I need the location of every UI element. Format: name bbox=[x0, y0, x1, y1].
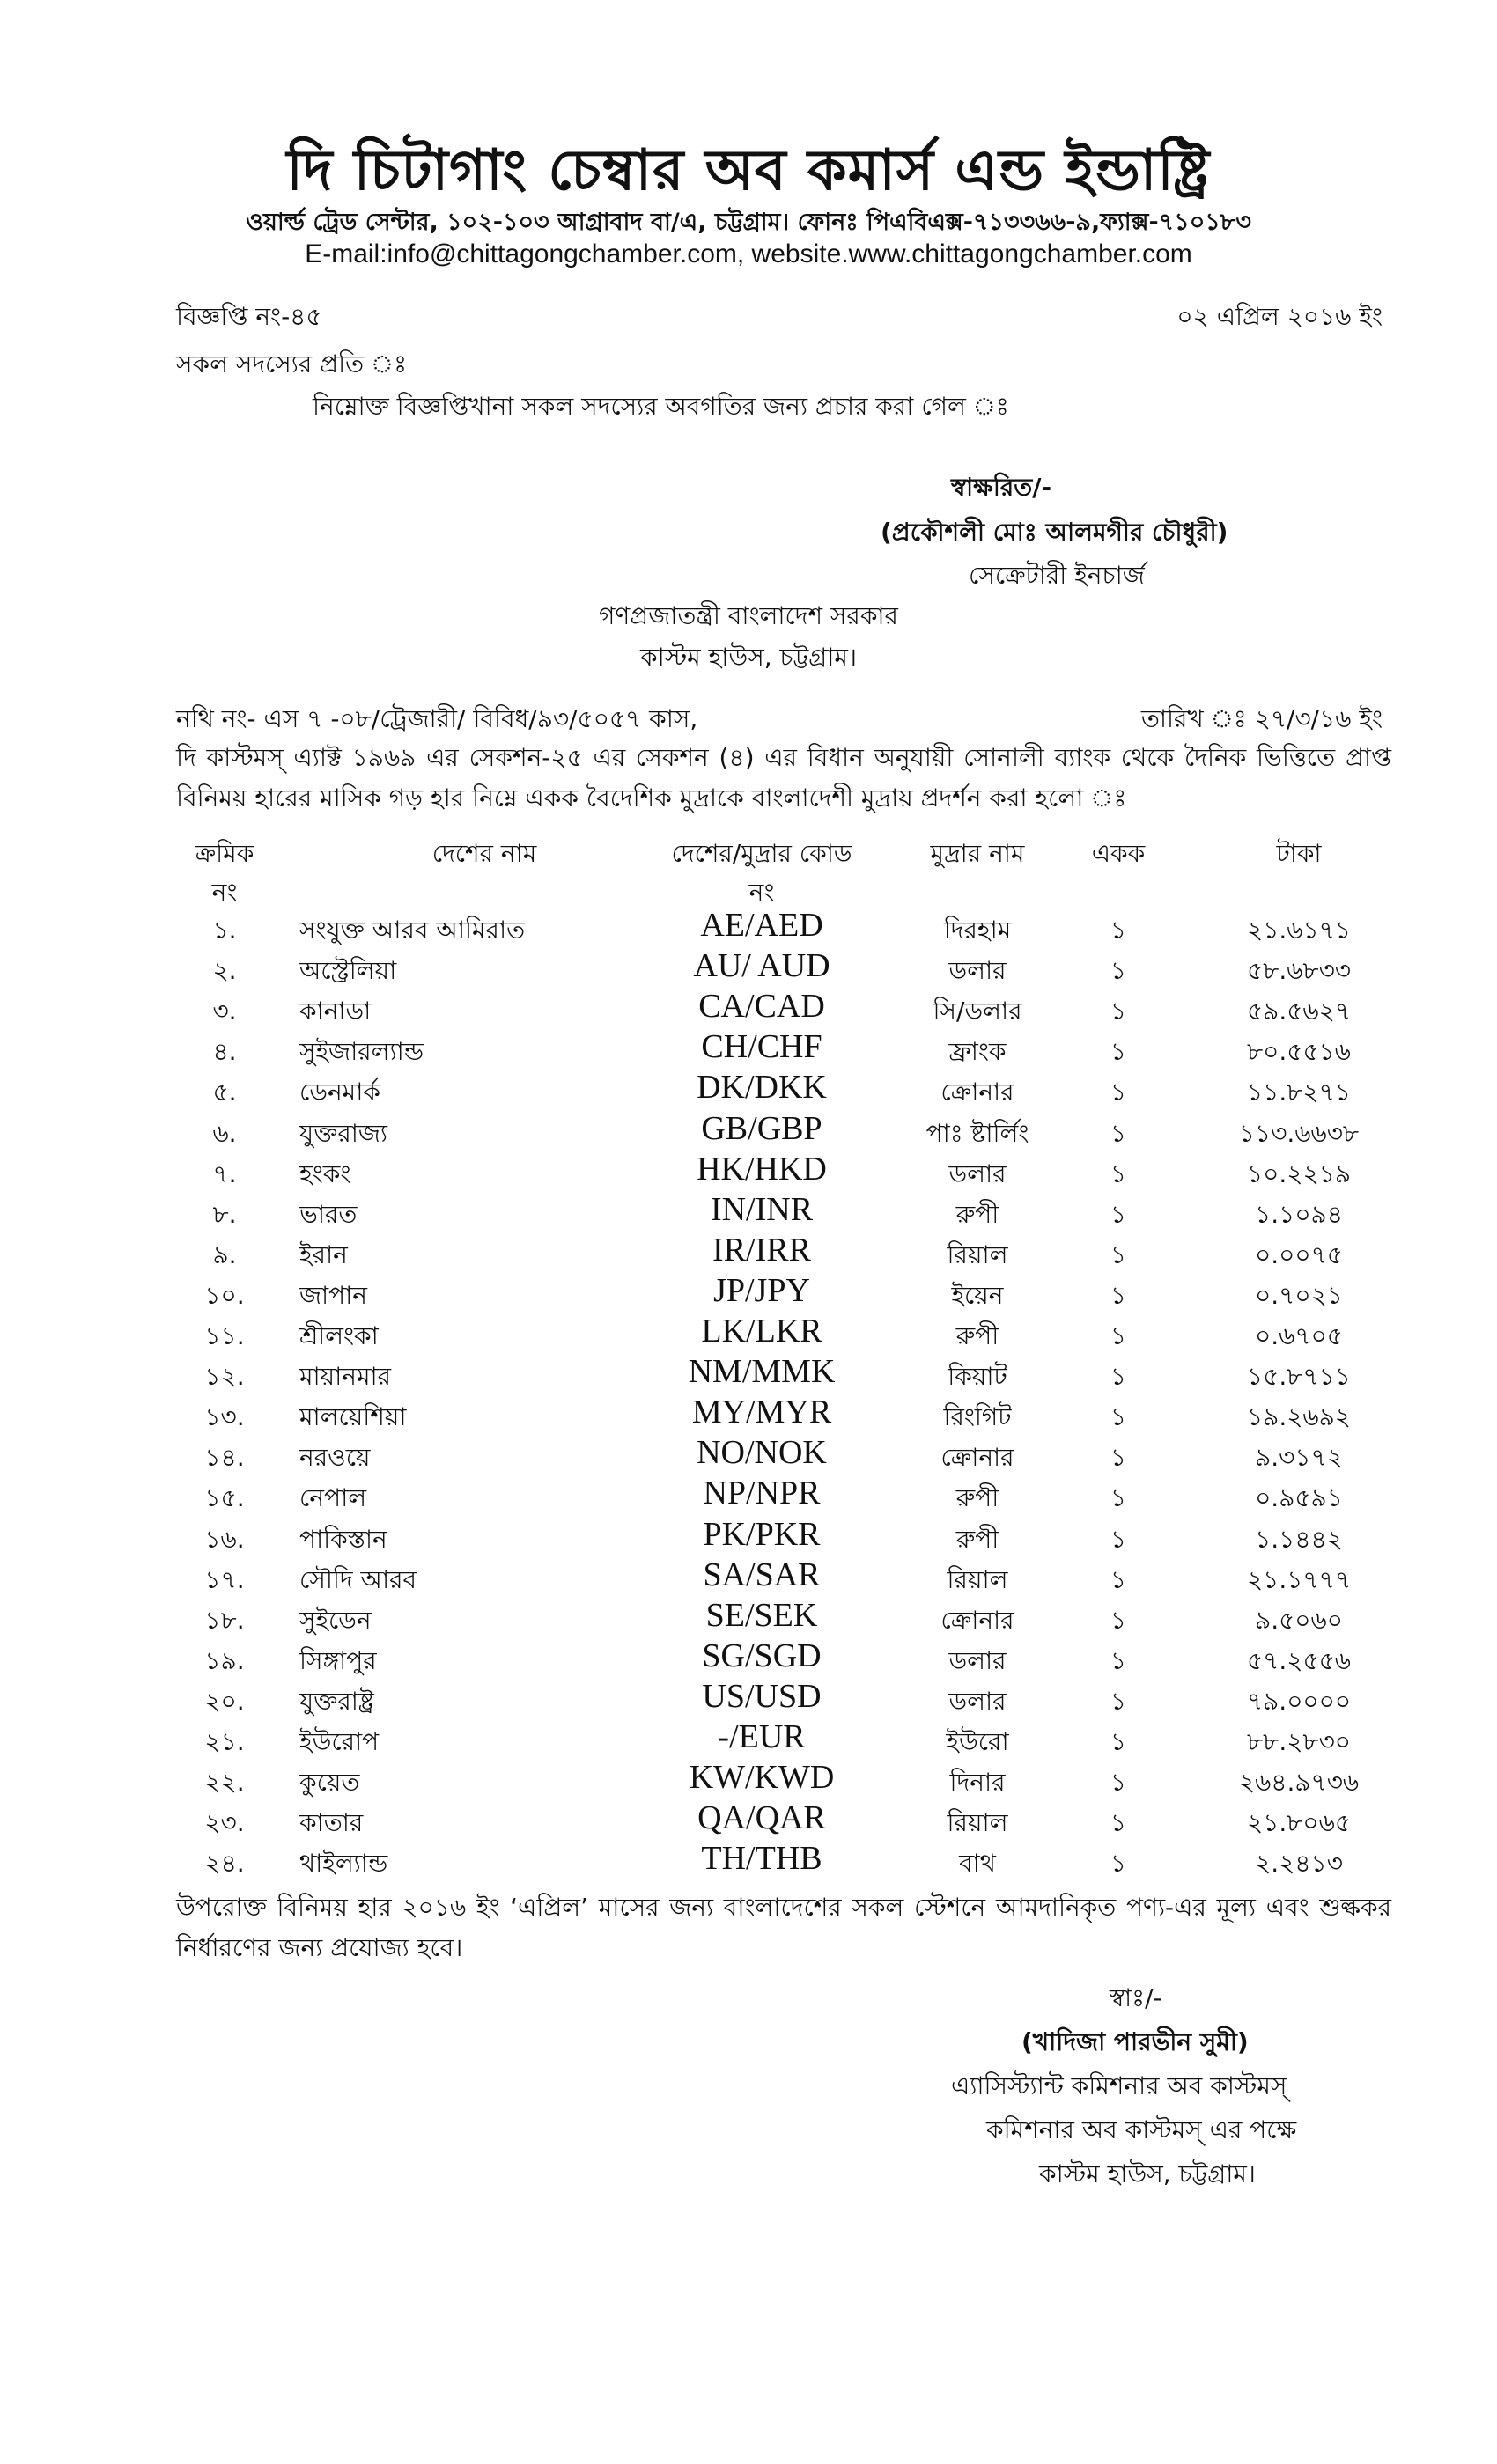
row-serial: ২. bbox=[212, 956, 237, 986]
row-taka: ১১.৮২৭১ bbox=[1247, 1078, 1351, 1107]
row-unit: ১ bbox=[1110, 1686, 1127, 1716]
row-unit: ১ bbox=[1110, 1402, 1127, 1432]
row-currency: রুপী bbox=[955, 1483, 999, 1513]
row-currency: বাথ bbox=[959, 1849, 996, 1879]
row-unit: ১ bbox=[1110, 1727, 1127, 1756]
row-country: সৌদি আরব bbox=[299, 1564, 417, 1594]
row-taka: ৯.৫০৬০ bbox=[1255, 1605, 1343, 1635]
footer-paragraph: উপরোক্ত বিনিময় হার ২০১৬ ইং ‘এপ্রিল’ মাসের জন্য বাংলাদেশের সকল স্টেশনে আমদানিকৃত পণ্য-এর মূল্য এবং শুল্ককর নির্ধারণের জন্য প্রযোজ্য হবে। bbox=[176, 1893, 1391, 1962]
row-unit: ১ bbox=[1110, 1808, 1127, 1838]
row-unit: ১ bbox=[1110, 1199, 1127, 1229]
row-country: কাতার bbox=[299, 1808, 364, 1838]
row-currency: ফ্রাংক bbox=[948, 1037, 1007, 1067]
file-number: নথি নং- এস ৭ -০৮/ট্রেজারী/ বিবিধ/৯৩/৫০৫৭ কাস, bbox=[176, 704, 698, 733]
row-serial: ৪. bbox=[212, 1037, 237, 1067]
row-unit: ১ bbox=[1110, 1605, 1127, 1635]
row-taka: ০.৭০২১ bbox=[1255, 1280, 1343, 1310]
row-unit: ১ bbox=[1110, 1849, 1127, 1879]
row-currency: রিয়াল bbox=[947, 1808, 1008, 1838]
row-taka: ১১৩.৬৬৩৮ bbox=[1238, 1118, 1360, 1148]
row-serial: ৫. bbox=[212, 1078, 237, 1107]
row-taka: ৫৭.২৫৫৬ bbox=[1246, 1645, 1352, 1675]
notice-date: ০২ এপ্রিল ২০১৬ ইং bbox=[1176, 302, 1383, 331]
header-code: দেশের/মুদ্রার কোড bbox=[671, 839, 852, 868]
customs-signatory-name: (খাদিজা পারভীন সুমী) bbox=[1021, 2027, 1249, 2056]
header-serial-no: নং bbox=[211, 878, 238, 907]
row-taka: ৯.৩১৭২ bbox=[1255, 1443, 1343, 1473]
row-taka: ১৫.৮৭১১ bbox=[1247, 1362, 1351, 1392]
row-code: IR/IRR bbox=[712, 1231, 811, 1269]
row-serial: ৮. bbox=[212, 1199, 237, 1229]
header-unit: একক bbox=[1091, 839, 1146, 868]
row-taka: ৫৯.৫৬২৭ bbox=[1246, 997, 1352, 1026]
row-country: যুক্তরাজ্য bbox=[299, 1118, 388, 1148]
row-taka: ৮০.৫৫১৬ bbox=[1247, 1037, 1351, 1067]
row-code: DK/DKK bbox=[697, 1069, 827, 1107]
row-taka: ০.০০৭৫ bbox=[1255, 1239, 1343, 1269]
row-code: -/EUR bbox=[718, 1718, 806, 1755]
row-unit: ১ bbox=[1110, 997, 1127, 1026]
row-taka: ১.১৪৪২ bbox=[1255, 1524, 1343, 1554]
row-code: GB/GBP bbox=[701, 1109, 822, 1147]
row-taka: ১.১০৯৪ bbox=[1255, 1199, 1343, 1229]
row-country: থাইল্যান্ড bbox=[299, 1849, 388, 1879]
row-currency: ইয়েন bbox=[951, 1280, 1004, 1310]
row-country: ইরান bbox=[299, 1239, 348, 1269]
issuer-line-2: কাস্টম হাউস, চট্টগ্রাম। bbox=[640, 643, 857, 672]
row-serial: ১৭. bbox=[204, 1564, 245, 1594]
row-serial: ৬. bbox=[212, 1118, 237, 1148]
row-currency: পাঃ ষ্টার্লিং bbox=[925, 1118, 1029, 1148]
row-serial: ১৩. bbox=[204, 1402, 245, 1432]
row-unit: ১ bbox=[1110, 1768, 1127, 1798]
header-country: দেশের নাম bbox=[431, 839, 537, 868]
row-serial: ১৫. bbox=[204, 1483, 245, 1513]
row-currency: রুপী bbox=[955, 1524, 999, 1554]
customs-signed: স্বাঃ/- bbox=[1110, 1983, 1162, 2012]
row-country: নেপাল bbox=[299, 1483, 367, 1513]
header-taka: টাকা bbox=[1276, 839, 1322, 868]
row-country: সিঙ্গাপুর bbox=[299, 1645, 377, 1675]
row-code: US/USD bbox=[702, 1677, 822, 1715]
header-code-no: নং bbox=[748, 878, 775, 907]
row-code: HK/HKD bbox=[697, 1150, 827, 1188]
row-serial: ৭. bbox=[212, 1158, 237, 1188]
row-country: শ্রীলংকা bbox=[299, 1321, 379, 1350]
row-currency: রুপী bbox=[955, 1321, 999, 1350]
row-currency: ডলার bbox=[948, 1686, 1007, 1716]
row-code: AU/ AUD bbox=[693, 947, 830, 985]
row-unit: ১ bbox=[1110, 916, 1127, 945]
row-serial: ১২. bbox=[204, 1362, 245, 1392]
chamber-title: দি চিটাগাং চেম্বার অব কমার্স এন্ড ইন্ডাষ্ট্রি bbox=[286, 138, 1211, 203]
row-unit: ১ bbox=[1110, 956, 1127, 986]
customs-designation-1: এ্যাসিস্ট্যান্ট কমিশনার অব কাস্টমস্ bbox=[951, 2071, 1287, 2100]
header-currency: মুদ্রার নাম bbox=[930, 839, 1025, 868]
row-country: পাকিস্তান bbox=[299, 1524, 387, 1554]
row-serial: ১৮. bbox=[204, 1605, 245, 1635]
chamber-address: ওয়ার্ল্ড ট্রেড সেন্টার, ১০২-১০৩ আগ্রাবাদ বা/এ, চট্টগ্রাম। ফোনঃ পিএবিএক্স-৭১৩৩৬৬-৯,ফ্যাক্স-৭১০১৮৩ bbox=[246, 209, 1251, 236]
row-taka: ১০.২২১৯ bbox=[1246, 1158, 1352, 1188]
row-unit: ১ bbox=[1110, 1564, 1127, 1594]
row-unit: ১ bbox=[1110, 1239, 1127, 1269]
chamber-signatory-name: (প্রকৌশলী মোঃ আলমগীর চৌধুরী) bbox=[881, 518, 1228, 547]
row-code: LK/LKR bbox=[701, 1313, 822, 1350]
row-currency: রিয়াল bbox=[947, 1239, 1008, 1269]
row-serial: ১১. bbox=[204, 1321, 245, 1350]
row-currency: রিয়াল bbox=[947, 1564, 1008, 1594]
row-taka: ২.২৪১৩ bbox=[1255, 1849, 1343, 1879]
row-code: NO/NOK bbox=[697, 1434, 827, 1472]
row-code: JP/JPY bbox=[713, 1271, 810, 1309]
row-country: কানাডা bbox=[299, 997, 372, 1026]
row-taka: ০.৬৭০৫ bbox=[1255, 1321, 1343, 1350]
row-serial: ২০. bbox=[204, 1686, 245, 1716]
row-currency: দিনার bbox=[949, 1768, 1006, 1798]
row-serial: ৩. bbox=[212, 997, 237, 1026]
row-unit: ১ bbox=[1110, 1037, 1127, 1067]
row-code: KW/KWD bbox=[689, 1759, 835, 1797]
row-country: হংকং bbox=[299, 1158, 351, 1188]
notice-number: বিজ্ঞপ্তি নং-৪৫ bbox=[176, 302, 322, 331]
row-unit: ১ bbox=[1110, 1280, 1127, 1310]
body-paragraph: দি কাস্টমস্ এ্যাক্ট ১৯৬৯ এর সেকশন-২৫ এর সেকশন (৪) এর বিধান অনুযায়ী সোনালী ব্যাংক থেকে দৈনিক ভিত্তিতে প্রাপ্ত বিনিময় হারের মাসিক গড় হার নিম্নে একক বৈদেশিক মুদ্রাকে বাংলাদেশী মুদ্রায় প্রদর্শন করা হলো ঃ bbox=[176, 743, 1391, 813]
row-currency: সি/ডলার bbox=[933, 997, 1022, 1026]
row-serial: ২৩. bbox=[204, 1808, 245, 1838]
row-code: IN/INR bbox=[710, 1190, 814, 1228]
row-serial: ১৪. bbox=[204, 1443, 245, 1473]
row-country: সুইজারল্যান্ড bbox=[299, 1037, 424, 1067]
row-unit: ১ bbox=[1110, 1078, 1127, 1107]
row-currency: রিংগিট bbox=[943, 1402, 1012, 1432]
row-serial: ২৪. bbox=[204, 1849, 245, 1879]
row-country: সংযুক্ত আরব আমিরাত bbox=[299, 916, 526, 945]
row-taka: ৫৮.৬৮৩৩ bbox=[1246, 956, 1352, 986]
row-taka: ২৬৪.৯৭৩৬ bbox=[1238, 1768, 1360, 1798]
row-unit: ১ bbox=[1110, 1524, 1127, 1554]
customs-designation-2: কমিশনার অব কাস্টমস্ এর পক্ষে bbox=[986, 2115, 1297, 2144]
row-country: নরওয়ে bbox=[299, 1443, 371, 1473]
row-unit: ১ bbox=[1110, 1443, 1127, 1473]
row-currency: ক্রোনার bbox=[940, 1605, 1014, 1635]
row-currency: ডলার bbox=[948, 1645, 1007, 1675]
row-currency: রুপী bbox=[955, 1199, 999, 1229]
row-taka: ২১.৮০৬৫ bbox=[1246, 1808, 1352, 1838]
row-code: SA/SAR bbox=[703, 1556, 821, 1593]
chamber-signatory-designation: সেক্রেটারী ইনচার্জ bbox=[969, 561, 1145, 590]
row-currency: দিরহাম bbox=[943, 916, 1012, 945]
row-unit: ১ bbox=[1110, 1483, 1127, 1513]
row-country: ভারত bbox=[299, 1199, 358, 1229]
salutation: সকল সদস্যের প্রতি ঃ bbox=[176, 349, 408, 379]
row-serial: ১০. bbox=[204, 1280, 245, 1310]
row-code: NP/NPR bbox=[703, 1475, 821, 1512]
customs-designation-3: কাস্টম হাউস, চট্টগ্রাম। bbox=[1039, 2159, 1256, 2188]
row-taka: ৮৮.২৮৩০ bbox=[1246, 1727, 1352, 1756]
reference-date: তারিখ ঃ ২৭/৩/১৬ ইং bbox=[1140, 704, 1383, 733]
row-taka: ১৯.২৬৯২ bbox=[1246, 1402, 1352, 1432]
row-serial: ১৬. bbox=[204, 1524, 245, 1554]
chamber-signed: স্বাক্ষরিত/- bbox=[951, 473, 1052, 502]
row-country: অস্ট্রেলিয়া bbox=[299, 956, 397, 986]
row-serial: ৯. bbox=[212, 1239, 237, 1269]
intro-line: নিম্নোক্ত বিজ্ঞপ্তিখানা সকল সদস্যের অবগতির জন্য প্রচার করা গেল ঃ bbox=[313, 392, 1009, 421]
row-taka: ২১.৬১৭১ bbox=[1246, 916, 1352, 945]
row-code: CA/CAD bbox=[698, 988, 825, 1026]
row-currency: ক্রোনার bbox=[940, 1443, 1014, 1473]
row-serial: ১. bbox=[212, 916, 237, 945]
row-code: NM/MMK bbox=[688, 1353, 836, 1391]
row-country: ডেনমার্ক bbox=[299, 1078, 380, 1107]
row-taka: ০.৯৫৯১ bbox=[1255, 1483, 1343, 1513]
row-code: QA/QAR bbox=[697, 1799, 826, 1837]
row-country: সুইডেন bbox=[299, 1605, 372, 1635]
row-code: CH/CHF bbox=[701, 1028, 822, 1066]
row-country: মায়ানমার bbox=[299, 1362, 392, 1392]
row-country: কুয়েত bbox=[299, 1768, 360, 1798]
row-country: যুক্তরাষ্ট্র bbox=[299, 1686, 374, 1716]
row-taka: ৭৯.০০০০ bbox=[1246, 1686, 1352, 1716]
row-country: মালয়েশিয়া bbox=[299, 1402, 407, 1432]
row-unit: ১ bbox=[1110, 1118, 1127, 1148]
row-currency: ডলার bbox=[948, 956, 1007, 986]
row-country: ইউরোপ bbox=[299, 1727, 380, 1756]
row-serial: ১৯. bbox=[204, 1645, 245, 1675]
row-code: TH/THB bbox=[701, 1840, 822, 1878]
row-currency: ইউরো bbox=[946, 1727, 1009, 1756]
row-code: SG/SGD bbox=[702, 1637, 822, 1674]
row-unit: ১ bbox=[1110, 1158, 1127, 1188]
row-code: AE/AED bbox=[700, 907, 823, 944]
row-currency: ডলার bbox=[948, 1158, 1007, 1188]
row-code: MY/MYR bbox=[691, 1394, 832, 1431]
row-serial: ২১. bbox=[204, 1727, 245, 1756]
row-code: PK/PKR bbox=[703, 1515, 821, 1553]
chamber-contact: E-mail:info@chittagongchamber.com, website.www.chittagongchamber.com bbox=[305, 239, 1192, 268]
row-currency: ক্রোনার bbox=[940, 1078, 1014, 1107]
issuer-line-1: গণপ্রজাতন্ত্রী বাংলাদেশ সরকার bbox=[599, 601, 898, 630]
row-unit: ১ bbox=[1110, 1645, 1127, 1675]
row-country: জাপান bbox=[299, 1280, 368, 1310]
row-taka: ২১.১৭৭৭ bbox=[1246, 1564, 1352, 1594]
row-currency: কিয়াট bbox=[948, 1362, 1007, 1392]
row-unit: ১ bbox=[1110, 1362, 1127, 1392]
header-serial: ক্রমিক bbox=[195, 839, 254, 868]
row-serial: ২২. bbox=[204, 1768, 245, 1798]
row-unit: ১ bbox=[1110, 1321, 1127, 1350]
row-code: SE/SEK bbox=[705, 1596, 818, 1634]
